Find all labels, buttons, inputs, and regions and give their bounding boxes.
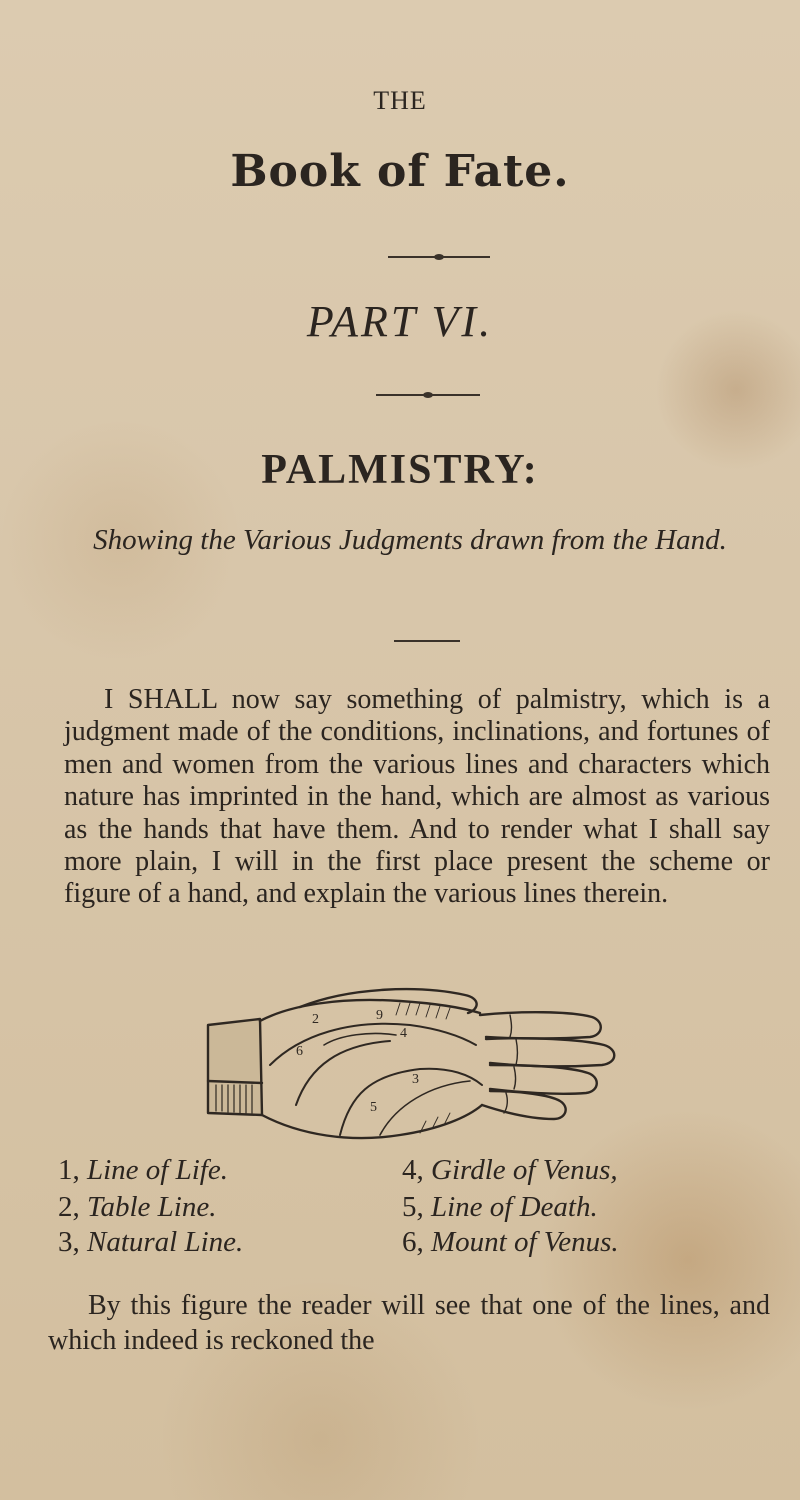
palm-hand-figure — [200, 985, 640, 1145]
legend-item — [58, 1154, 228, 1187]
hand-mark-4: 4 — [400, 1026, 407, 1041]
legend-number: 5, — [402, 1191, 424, 1223]
legend-label: Table Line. — [87, 1191, 217, 1223]
legend-number: 2, — [58, 1191, 80, 1223]
legend-label: Mount of Venus. — [431, 1226, 619, 1258]
closing-paragraph: By this figure the reader will see that one of the lines, and which indeed is reckoned the — [48, 1290, 770, 1356]
legend-item — [58, 1226, 243, 1259]
legend-item — [402, 1154, 618, 1187]
legend-label: Girdle of Venus, — [431, 1154, 618, 1186]
intro-paragraph: I SHALL now say something of palmistry, which is a judgment made of the conditions, inclinations, and fortunes of men and women from the various lines and characters which nature has imprinted in the hand, which are almost as various as the hands that have them. And to render what I shall say more plain, I will in the first place present the scheme or figure of a hand, and explain the various lines therein. — [64, 684, 770, 910]
part-heading: PART VI. — [306, 297, 494, 346]
hand-mark-6: 6 — [296, 1044, 303, 1059]
header-the: THE — [373, 86, 427, 115]
legend-label: Line of Death. — [431, 1191, 598, 1223]
legend-item — [402, 1226, 619, 1259]
hand-mark-3: 3 — [412, 1072, 419, 1087]
legend-item — [402, 1191, 598, 1224]
ornament-diamond-icon — [423, 392, 433, 398]
legend-number: 6, — [402, 1226, 424, 1258]
section-heading: PALMISTRY: — [261, 447, 539, 493]
hand-mark-9: 9 — [376, 1008, 383, 1023]
legend-number: 4, — [402, 1154, 424, 1186]
legend-number: 3, — [58, 1226, 80, 1258]
hand-mark-5: 5 — [370, 1100, 377, 1115]
legend-item — [58, 1191, 216, 1224]
legend-label: Line of Life. — [87, 1154, 228, 1186]
legend-number: 1, — [58, 1154, 80, 1186]
section-divider — [394, 640, 460, 642]
hand-mark-2: 2 — [312, 1012, 319, 1027]
legend-label: Natural Line. — [87, 1226, 244, 1258]
ornament-diamond-icon — [434, 254, 444, 260]
book-title: Book of Fate. — [230, 146, 570, 197]
section-subtitle: Showing the Various Judgments drawn from the Hand. — [93, 524, 727, 556]
